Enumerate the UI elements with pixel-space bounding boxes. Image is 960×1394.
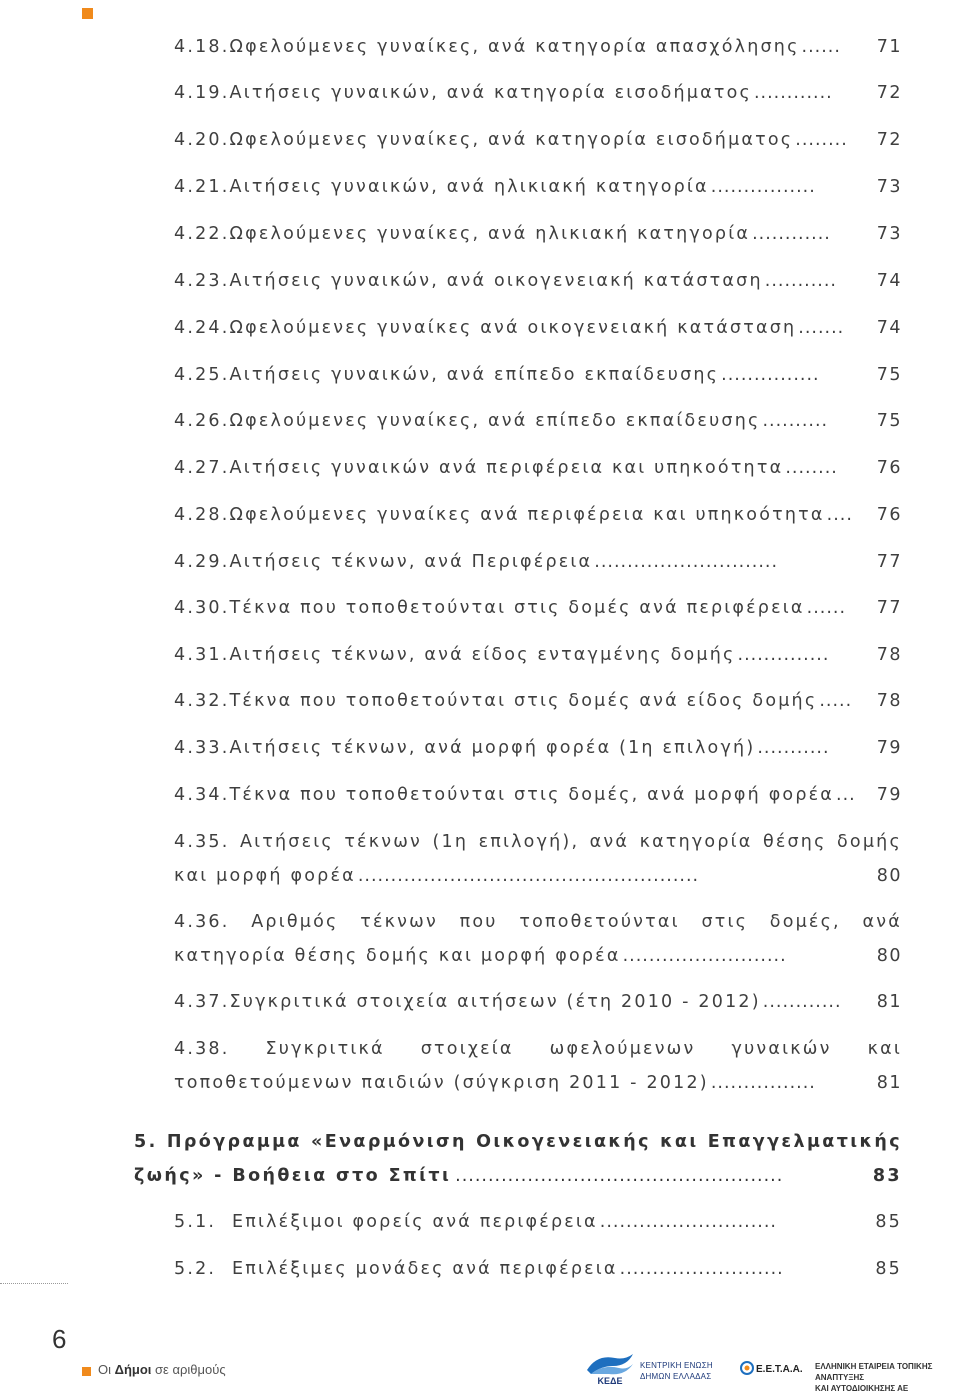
toc-entry-number: 4.19. — [174, 83, 230, 103]
toc-entry-page: 78 — [876, 645, 902, 665]
toc-entry-row — [174, 405, 902, 437]
toc-entry-title: Ωφελούμενες γυναίκες ανά οικογενειακή κατάσταση — [229, 318, 797, 338]
section-word: Πρόγραμμα — [166, 1132, 302, 1152]
toc-leader-dots: ................ — [710, 1073, 816, 1093]
toc-leader-dots: ............ — [753, 83, 833, 103]
toc-entry-number: 4.27. — [174, 458, 230, 478]
toc-entry-title: Αιτήσεις τέκνων, ανά είδος ενταγμένης δομής — [229, 645, 736, 665]
toc-entry-page: 80 — [876, 946, 902, 966]
toc-entry-title: Τέκνα που τοποθετούνται στις δομές ανά είδος δομής — [229, 691, 818, 711]
toc-entry-page: 74 — [876, 271, 902, 291]
toc-entry-word: θέσης — [762, 832, 827, 852]
toc-leader-dots: .... — [826, 505, 853, 525]
toc-leader-dots: ................ — [710, 177, 816, 197]
toc-entry-title: Αιτήσεις γυναικών, ανά κατηγορία εισοδήματος — [229, 83, 752, 103]
toc-entry-number: 4.28. — [174, 505, 230, 525]
toc-entry — [174, 452, 902, 484]
toc-entry — [174, 592, 902, 624]
section-second-line — [134, 1159, 902, 1193]
section-page: 83 — [872, 1166, 902, 1186]
toc-entry-row — [174, 452, 902, 484]
toc-entry-number: 4.29. — [174, 552, 230, 572]
toc-entry — [174, 312, 902, 344]
toc-entry-number: 4.30. — [174, 598, 230, 618]
toc-entry-number: 4.32. — [174, 691, 230, 711]
toc-entry-title: Συγκριτικά στοιχεία αιτήσεων (έτη 2010 - 2012) — [229, 992, 761, 1012]
toc-leader-dots: ........... — [757, 738, 830, 758]
toc-entry-title: Αιτήσεις γυναικών, ανά ηλικιακή κατηγορία — [229, 177, 709, 197]
toc-entry — [174, 639, 902, 671]
section-word: Επαγγελματικής — [707, 1132, 902, 1152]
toc-entry-title: Ωφελούμενες γυναίκες, ανά κατηγορία απασχόλησης — [229, 37, 800, 57]
toc-entry — [174, 218, 902, 250]
toc-entry-first-line — [174, 826, 902, 858]
toc-entry-first-line — [174, 906, 902, 938]
toc-entry-row — [174, 779, 902, 811]
toc-entry — [174, 124, 902, 156]
etaa-name: ΕΛΛΗΝΙΚΗ ΕΤΑΙΡΕΙΑ ΤΟΠΙΚΗΣ ΑΝΑΠΤΥΞΗΣ ΚΑΙ ΑΥΤΟΔΙΟΙΚΗΣΗΣ ΑΕ — [815, 1362, 933, 1393]
toc-entry-row — [174, 171, 902, 203]
toc-entry-word: τοποθετούνται — [519, 912, 680, 932]
toc-entry-word: κατηγορία — [639, 832, 753, 852]
toc-leader-dots: ........ — [795, 130, 848, 150]
toc-entry — [174, 499, 902, 531]
toc-entry-continuation: τοποθετούμενων παιδιών (σύγκριση 2011 - 2012) — [174, 1073, 709, 1093]
toc-entry — [174, 906, 902, 972]
toc-entry-page: 74 — [876, 318, 902, 338]
toc-entry-word: δομές, — [769, 912, 841, 932]
toc-entry-word: Αιτήσεις — [239, 832, 334, 852]
toc-entry-title: Αιτήσεις γυναικών ανά περιφέρεια και υπηκοότητα — [229, 458, 784, 478]
toc-entry-word: στις — [701, 912, 749, 932]
toc-leader-dots: ............ — [762, 992, 842, 1012]
toc-entry-row — [174, 685, 902, 717]
publication-title: Οι Δήμοι σε αριθμούς — [98, 1362, 226, 1377]
toc-entry — [174, 986, 902, 1018]
toc-entry-word: στοιχεία — [420, 1039, 514, 1059]
toc-entry-page: 81 — [876, 992, 902, 1012]
margin-dotted-rule — [0, 1283, 68, 1284]
toc-entry-word: Αριθμός — [251, 912, 339, 932]
toc-entry-word: δομής — [837, 832, 902, 852]
toc-entry-row — [174, 77, 902, 109]
toc-entry-second-line — [174, 1067, 902, 1099]
toc-entry-page: 85 — [875, 1259, 902, 1279]
toc-leader-dots: .................................................. — [455, 1166, 784, 1186]
toc-entry-row — [174, 124, 902, 156]
toc-entry-page: 76 — [876, 505, 902, 525]
toc-entry-row — [174, 986, 902, 1018]
toc-entry-word: (1η — [432, 832, 469, 852]
toc-entry-word: Συγκριτικά — [265, 1039, 385, 1059]
toc-sub-entry — [174, 1206, 902, 1238]
toc-entry-number: 4.33. — [174, 738, 230, 758]
toc-leader-dots: ........ — [785, 458, 838, 478]
toc-entry-title: Αιτήσεις γυναικών, ανά οικογενειακή κατάσταση — [229, 271, 763, 291]
toc-leader-dots: ........................... — [599, 1212, 777, 1232]
toc-entry-number: 4.36. — [174, 912, 230, 932]
toc-entry-second-line — [174, 860, 902, 892]
toc-entry-row — [174, 265, 902, 297]
toc-entry-title: Ωφελούμενες γυναίκες, ανά ηλικιακή κατηγορία — [229, 224, 751, 244]
toc-leader-dots: ......................... — [619, 1259, 784, 1279]
toc-entry-page: 75 — [876, 365, 902, 385]
footer-orange-square — [82, 1367, 91, 1376]
toc-entry-row — [174, 592, 902, 624]
toc-entry-word: ανά — [589, 832, 630, 852]
toc-entry-page: 79 — [876, 785, 902, 805]
toc-leader-dots: ....... — [798, 318, 845, 338]
toc-entry — [174, 779, 902, 811]
toc-entry-word: και — [867, 1039, 902, 1059]
section-word: 5. — [134, 1132, 158, 1152]
toc-entry-page: 80 — [876, 866, 902, 886]
toc-entry-word: γυναικών — [731, 1039, 832, 1059]
toc-entry-page: 72 — [876, 83, 902, 103]
toc-entry-number: 4.34. — [174, 785, 230, 805]
toc-entry-title: Επιλέξιμοι φορείς ανά περιφέρεια — [232, 1212, 598, 1232]
toc-entry-title: Ωφελούμενες γυναίκες, ανά επίπεδο εκπαίδευσης — [229, 411, 761, 431]
toc-entry-page: 73 — [876, 177, 902, 197]
toc-entry — [174, 359, 902, 391]
section-word: «Εναρμόνιση — [311, 1132, 467, 1152]
toc-entry-word: τέκνων — [360, 912, 438, 932]
section-word: και — [660, 1132, 699, 1152]
toc-entry — [174, 546, 902, 578]
toc-entry-row — [174, 312, 902, 344]
toc-entry-page: 71 — [876, 37, 902, 57]
toc-entry-number: 4.21. — [174, 177, 230, 197]
toc-leader-dots: .......... — [762, 411, 829, 431]
toc-entry-number: 4.22. — [174, 224, 230, 244]
toc-entry-number: 4.31. — [174, 645, 230, 665]
toc-leader-dots: ..... — [819, 691, 853, 711]
toc-entry — [174, 265, 902, 297]
toc-entry-row — [174, 359, 902, 391]
toc-leader-dots: ... — [836, 785, 856, 805]
toc-entry — [174, 171, 902, 203]
toc-leader-dots: ............................ — [594, 552, 779, 572]
toc-entry-title: Αιτήσεις τέκνων, ανά Περιφέρεια — [229, 552, 593, 572]
toc-entry-number: 4.18. — [174, 37, 230, 57]
toc-entry — [174, 31, 902, 63]
toc-entry — [174, 826, 902, 892]
etaa-logo — [738, 1352, 810, 1384]
toc-entry-title: Επιλέξιμες μονάδες ανά περιφέρεια — [232, 1259, 618, 1279]
toc-entry-page: 81 — [876, 1073, 902, 1093]
toc-entry-number: 4.24. — [174, 318, 230, 338]
page-number: 6 — [52, 1324, 67, 1354]
toc-leader-dots: ............ — [752, 224, 831, 244]
toc-entry — [174, 1033, 902, 1099]
toc-entry — [174, 732, 902, 764]
toc-entry-title: Ωφελούμενες γυναίκες, ανά κατηγορία εισοδήματος — [229, 130, 794, 150]
toc-entry-page: 72 — [876, 130, 902, 150]
toc-entry-word: ωφελούμενων — [549, 1039, 696, 1059]
svg-text:ΚΕΔΕ: ΚΕΔΕ — [597, 1376, 623, 1386]
toc-entry-row — [174, 218, 902, 250]
toc-section-heading — [134, 1125, 902, 1193]
toc-entry-title: Ωφελούμενες γυναίκες ανά περιφέρεια και υπηκοότητα — [229, 505, 825, 525]
toc-entry-word: ανά — [862, 912, 902, 932]
toc-entry-title: Τέκνα που τοποθετούνται στις δομές ανά περιφέρεια — [229, 598, 805, 618]
toc-leader-dots: ........... — [764, 271, 837, 291]
kede-name: ΚΕΝΤΡΙΚΗ ΕΝΩΣΗ ΔΗΜΩΝ ΕΛΛΑΔΑΣ — [640, 1361, 713, 1381]
toc-entry-page: 73 — [876, 224, 902, 244]
section-continuation: ζωής» - Βοήθεια στο Σπίτι — [134, 1166, 452, 1186]
toc-entry-second-line — [174, 940, 902, 972]
toc-entry-row — [174, 639, 902, 671]
toc-entry-row — [174, 31, 902, 63]
toc-entry-row — [174, 499, 902, 531]
toc-entry — [174, 77, 902, 109]
toc-entry-page: 79 — [876, 738, 902, 758]
toc-leader-dots: .............. — [737, 645, 830, 665]
toc-sub-entry — [174, 1253, 902, 1285]
toc-entry-number: 4.25. — [174, 365, 230, 385]
toc-entry-number: 4.23. — [174, 271, 230, 291]
toc-entry-number: 4.37. — [174, 992, 230, 1012]
section-first-line — [134, 1125, 902, 1159]
toc-entry-row — [174, 732, 902, 764]
toc-entry-continuation: και μορφή φορέα — [174, 866, 356, 886]
toc-entry-word: επιλογή), — [478, 832, 580, 852]
toc-leader-dots: .................................................... — [357, 866, 700, 886]
toc-entry-first-line — [174, 1033, 902, 1065]
toc-entry-title: Αιτήσεις τέκνων, ανά μορφή φορέα (1η επιλογή) — [229, 738, 756, 758]
toc-entry — [174, 685, 902, 717]
toc-entry-word: τέκνων — [344, 832, 423, 852]
toc-leader-dots: ...... — [806, 598, 847, 618]
toc-entry-word: που — [459, 912, 498, 932]
toc-entry-title: Αιτήσεις γυναικών, ανά επίπεδο εκπαίδευσης — [229, 365, 720, 385]
toc-entry-number: 4.38. — [174, 1039, 230, 1059]
section-word: Οικογενειακής — [476, 1132, 651, 1152]
toc-entry-continuation: κατηγορία θέσης δομής και μορφή φορέα — [174, 946, 621, 966]
svg-text:Ε.Ε.Τ.Α.Α.: Ε.Ε.Τ.Α.Α. — [756, 1364, 803, 1375]
toc-entry-page: 76 — [876, 458, 902, 478]
toc-leader-dots: ......................... — [622, 946, 787, 966]
toc-entry — [174, 405, 902, 437]
toc-entry-number: 5.2. — [174, 1259, 217, 1279]
toc-entry-page: 77 — [876, 552, 902, 572]
toc-leader-dots: ............... — [721, 365, 820, 385]
toc-entry-page: 75 — [876, 411, 902, 431]
toc-entry-page: 85 — [875, 1212, 902, 1232]
toc-entry-row — [174, 546, 902, 578]
toc-entry-number: 5.1. — [174, 1212, 217, 1232]
toc-entry-number: 4.20. — [174, 130, 230, 150]
kede-logo — [585, 1350, 635, 1386]
orange-square-marker — [82, 8, 93, 19]
toc-entry-number: 4.26. — [174, 411, 230, 431]
toc-entry-page: 77 — [876, 598, 902, 618]
toc-leader-dots: ...... — [801, 37, 841, 57]
toc-entry-number: 4.35. — [174, 832, 230, 852]
toc-entry-page: 78 — [876, 691, 902, 711]
toc-entry-title: Τέκνα που τοποθετούνται στις δομές, ανά μορφή φορέα — [229, 785, 835, 805]
